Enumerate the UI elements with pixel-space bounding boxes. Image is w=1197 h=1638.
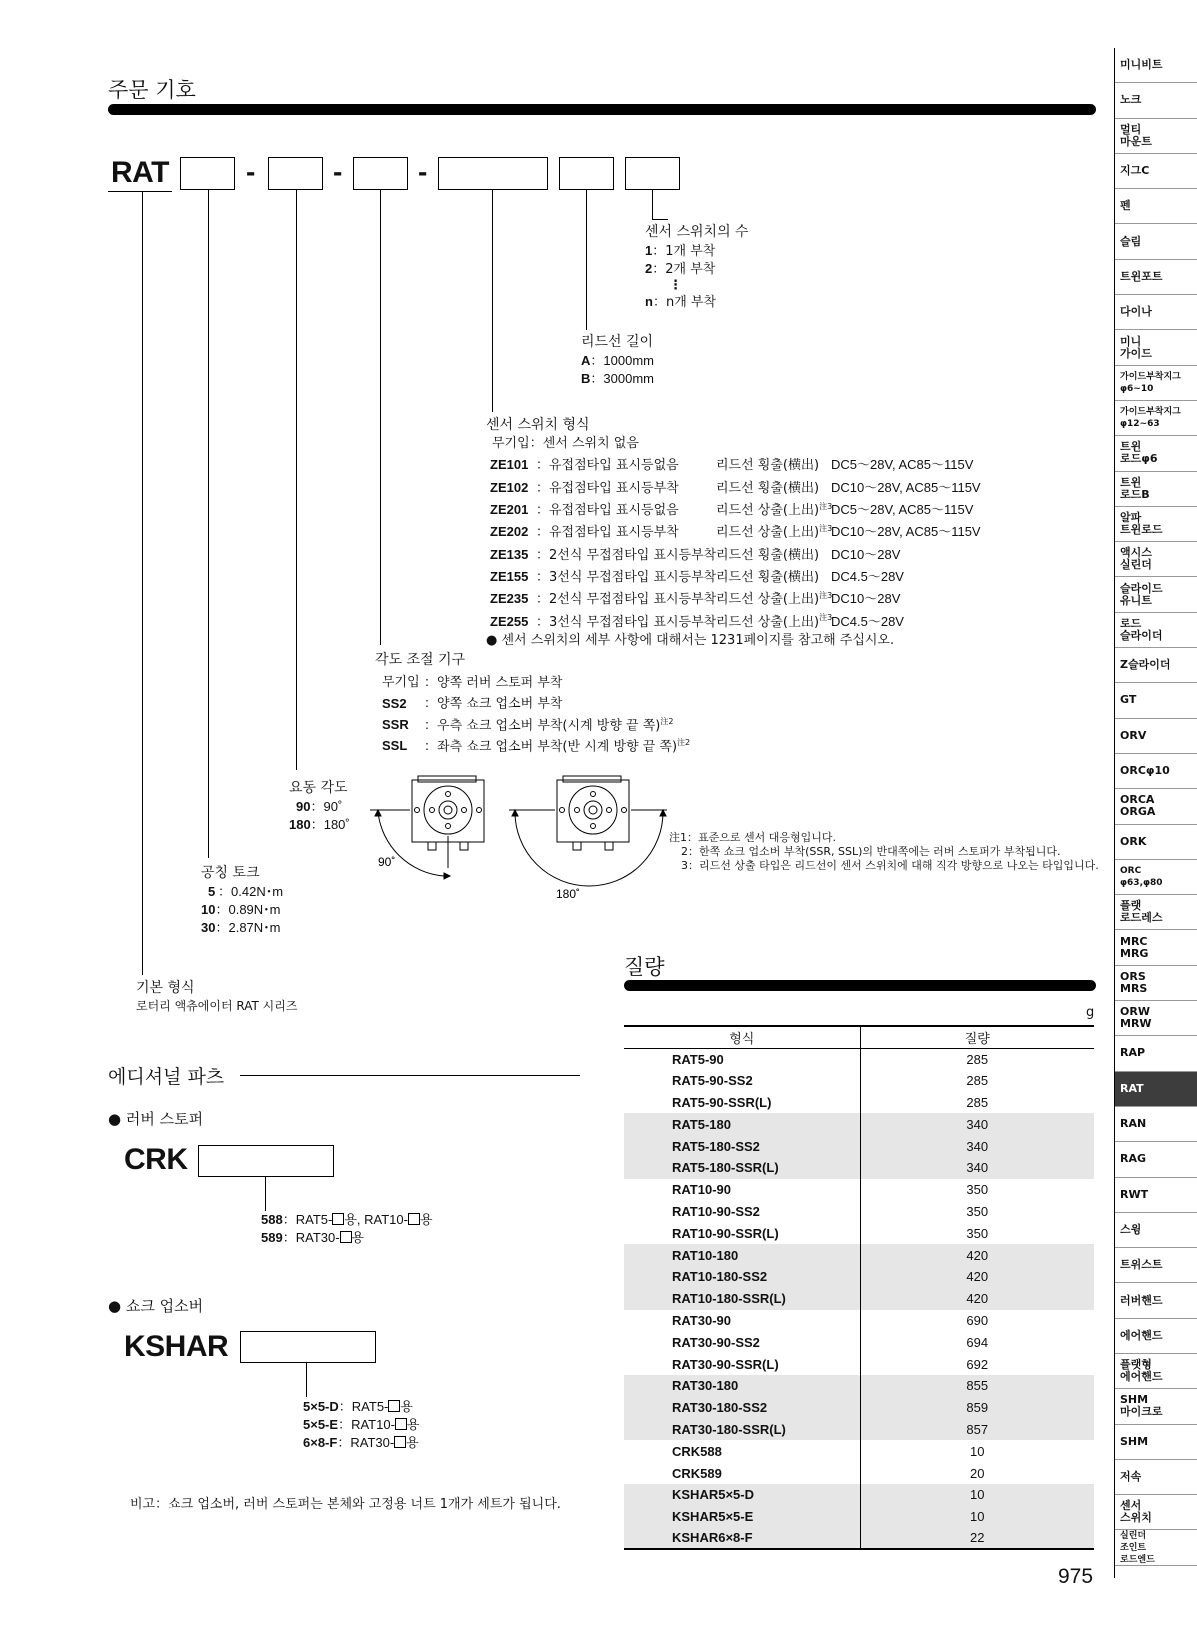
weight-model: RAT5-90 [624,1048,860,1070]
sensor-desc: ：유접점타입 표시등부착 [536,525,679,541]
sidebar-item-label: 슬라이드 유니트 [1120,581,1163,607]
sensor-count-block [645,223,749,311]
weight-table-row [624,1179,1094,1201]
sensor-type-row [490,587,981,609]
code-dash: - [333,156,343,187]
sensor-lead: 리드선 횡출(横出) [716,480,820,496]
weight-model: RAT30-90-SSR(L) [624,1353,860,1375]
sidebar-item[interactable] [1114,860,1197,895]
leader-line [652,190,653,219]
angle-adjust-item: 무기입 ：양쪽 러버 스토퍼 부착 [382,675,563,691]
weight-mass: 694 [966,1334,989,1350]
swing-angle-item: 180：180˚ [289,817,350,833]
sensor-lead: 리드선 횡출(横出) [716,569,820,585]
sensor-type-row [490,453,981,475]
sidebar-item[interactable] [1114,719,1197,754]
weight-model: RAT10-180 [624,1244,860,1266]
sensor-desc: ：유접점타입 표시등부착 [536,480,679,496]
sidebar-item[interactable] [1114,966,1197,1001]
blank-square [408,1213,420,1225]
leader-line [208,190,209,858]
weight-mass: 350 [966,1182,989,1198]
sensor-voltage: DC10～28V, AC85～115V [831,524,981,540]
weight-mass: 20 [970,1465,985,1481]
sidebar-item-label: 멀티 마운트 [1120,122,1152,148]
sensor-lead: 리드선 상출(上出)$^{注3}$ [716,501,833,518]
weight-model: CRK589 [624,1462,860,1484]
sensor-type-code-box [438,157,548,190]
lead-length-block [581,333,654,388]
sensor-desc: ：3선식 무접점타입 표시등부착 [536,569,717,585]
weight-table-row [624,1484,1094,1506]
sensor-code: ZE102 [490,479,529,495]
sensor-type-block [486,416,981,650]
sensor-code: ZE235 [490,591,529,607]
sidebar-item-label: 플랫형 에어핸드 [1120,1358,1163,1384]
sidebar-item[interactable] [1114,330,1197,365]
weight-model: RAT10-90-SS2 [624,1201,860,1223]
weight-model: RAT10-180-SSR(L) [624,1288,860,1310]
sidebar-item-label: 노크 [1120,93,1142,107]
page-number: 975 [1058,1565,1094,1588]
weight-col-mass: 질량 [860,1026,1094,1048]
weight-mass: 10 [860,1484,1094,1506]
leader-line [296,190,297,770]
sensor-type-row [490,475,981,497]
blank-square [394,1436,406,1448]
sensor-type-row [490,609,981,631]
weight-table-row [624,1310,1094,1332]
weight-table-row [624,1331,1094,1353]
weight-model: RAT5-90-SS2 [624,1070,860,1092]
rubber-code-box [198,1145,334,1177]
base-block [136,979,297,1015]
sensor-lead: 리드선 횡출(横出) [716,547,820,563]
sidebar-item[interactable] [1114,542,1197,577]
sidebar-item[interactable] [1114,366,1197,401]
sidebar-item[interactable] [1114,1036,1197,1071]
weight-model: RAT30-90-SS2 [624,1331,860,1353]
sidebar-item[interactable] [1114,1354,1197,1389]
sidebar-item[interactable] [1114,436,1197,471]
sidebar-item[interactable] [1114,1107,1197,1142]
weight-model: RAT10-180-SS2 [624,1266,860,1288]
sensor-code: ZE155 [490,568,529,584]
code-prefix: RAT [111,156,169,189]
angle-adjust-item: SSR ：우측 쇼크 업소버 부착(시계 방향 끝 쪽)$^{注2}$ [382,716,674,733]
sensor-voltage: DC10～28V [831,591,901,607]
sidebar-item-label: 트윈 로드φ6 [1120,440,1158,466]
sensor-voltage: DC5～28V, AC85～115V [831,457,974,473]
sidebar-item[interactable] [1114,472,1197,507]
sidebar-item-label: 센서 스위치 [1120,1499,1152,1525]
weight-mass: 692 [966,1356,989,1372]
sidebar-item[interactable] [1114,1248,1197,1283]
base-desc: 로터리 액츄에이터 RAT 시리즈 [136,999,298,1013]
sensor-count-item: 2：2개 부착 [645,261,716,277]
sensor-desc: ：2선식 무접점타입 표시등부착 [536,547,717,563]
rubber-code-prefix: CRK [124,1143,188,1176]
blank-square [395,1418,407,1430]
torque-code-box [180,157,235,190]
sidebar-item[interactable] [1114,48,1197,83]
sidebar-item-label: SHM [1120,1434,1149,1448]
adjust-code-box [353,157,408,190]
weight-mass: 10 [970,1443,985,1459]
lead-length-item: B：3000mm [581,371,654,387]
sensor-type-row [490,542,981,564]
sidebar-item[interactable] [1114,189,1197,224]
sensor-lead: 리드선 횡출(横出) [716,458,820,474]
shock-items [303,1398,419,1452]
sensor-code: ZE101 [490,457,529,473]
sensor-voltage: DC4.5～28V [831,613,904,629]
lead-length-item: A：1000mm [581,353,654,369]
angle-adjust-item: SS2 ：양쪽 쇼크 업소버 부착 [382,695,563,712]
weight-mass: 340 [860,1113,1094,1135]
leader-line [652,219,668,220]
weight-table-row [624,1157,1094,1179]
angle-adjust-title: 각도 조절 기구 [375,652,466,668]
weight-mass: 859 [860,1397,1094,1419]
sensor-count-item: n：n개 부착 [645,294,717,310]
leader-line [586,190,587,330]
sidebar-item-label: 미니비트 [1120,58,1163,72]
sidebar-item[interactable] [1114,224,1197,259]
sidebar-item-label: 액시스 실린더 [1120,546,1152,572]
sensor-code: ZE135 [490,546,529,562]
sensor-desc: ：유접점타입 표시등없음 [536,502,679,518]
weight-mass: 857 [860,1419,1094,1441]
angle-code-box [268,157,323,190]
sidebar-item[interactable] [1114,789,1197,824]
torque-item: 30：2.87N･m [201,920,281,936]
weight-mass: 420 [860,1244,1094,1266]
blank-square [340,1231,352,1243]
weight-model: RAT30-90 [624,1310,860,1332]
sidebar-item-label: SHM 마이크로 [1120,1393,1163,1419]
sidebar-item[interactable] [1114,613,1197,648]
sidebar-item-label: 트윈포트 [1120,269,1163,283]
weight-mass: 420 [860,1288,1094,1310]
weight-unit: g [1086,1005,1095,1020]
swing-angle-title: 요동 각도 [289,780,348,796]
weight-model: RAT5-180 [624,1113,860,1135]
sensor-code: ZE255 [490,613,529,629]
sidebar-item[interactable] [1114,1142,1197,1177]
note-item: 注1：표준으로 센서 대응형입니다. [669,831,836,844]
rubber-items [261,1211,433,1247]
sidebar-item-label: 펜 [1120,199,1131,213]
weight-model: RAT5-180-SS2 [624,1135,860,1157]
weight-table-row [624,1201,1094,1223]
weight-mass: 340 [860,1157,1094,1179]
sensor-type-row [490,565,981,587]
sensor-voltage: DC4.5～28V [831,568,904,584]
sidebar-item[interactable] [1114,295,1197,330]
fig-label-180: 180˚ [556,887,581,901]
sensor-type-none-row: 무기입：센서 스위치 없음 [492,436,639,451]
weight-model: RAT10-90-SSR(L) [624,1222,860,1244]
sensor-desc: ：2선식 무접점타입 표시등부착 [536,592,717,608]
sidebar-item-label: 가이드부착지그 φ6~10 [1120,371,1181,394]
sidebar-item[interactable] [1114,1319,1197,1354]
swing-angle-block [289,779,350,834]
leader-line [142,191,143,975]
sensor-count-item: 1：1개 부착 [645,243,716,259]
sidebar-item-label: 러버핸드 [1120,1293,1163,1307]
sidebar-item-label: ORV [1120,728,1147,742]
shock-item: 5×5-D：RAT5- 용 [303,1399,413,1415]
sidebar-item-label: 로드 슬라이더 [1120,616,1163,642]
weight-model: RAT5-180-SSR(L) [624,1157,860,1179]
sidebar-item[interactable] [1114,1213,1197,1248]
sidebar-item[interactable] [1114,401,1197,436]
rubber-stopper-title: ● 러버 스토퍼 [108,1110,204,1128]
sidebar-item-label: ORC φ63,φ80 [1120,865,1163,888]
sidebar-item-label: 미니 가이드 [1120,334,1152,360]
sidebar-item-label: RAT [1120,1081,1144,1095]
code-dash: - [246,156,256,187]
note-item: 2：한쪽 쇼크 업소버 부착(SSR, SSL)의 반대쪽에는 러버 스토퍼가 부착됩니다. [681,845,1061,858]
weight-table-row [624,1419,1094,1441]
sidebar-item-label: 트위스트 [1120,1258,1163,1272]
weight-table-row [624,1070,1094,1092]
weight-model: KSHAR5×5-D [624,1484,860,1506]
additional-remark: 비고：쇼크 업소버, 러버 스토퍼는 본체와 고정용 너트 1개가 세트가 됩니다. [130,1497,561,1512]
weight-mass: 340 [860,1135,1094,1157]
weight-table-row [624,1506,1094,1528]
sidebar-item[interactable] [1114,260,1197,295]
sensor-type-row [490,520,981,542]
shock-code-prefix: KSHAR [124,1330,229,1363]
weight-model: RAT5-90-SSR(L) [624,1092,860,1114]
sensor-voltage: DC10～28V [831,546,901,562]
weight-table-row [624,1462,1094,1484]
sidebar-item-label: 슬림 [1120,234,1142,248]
shock-item: 6×8-F：RAT30- 용 [303,1435,419,1451]
weight-section-title: 질량 [624,955,665,979]
sidebar-item[interactable] [1114,1425,1197,1460]
weight-table-row [624,1048,1094,1070]
weight-model: RAT10-90 [624,1179,860,1201]
torque-block [201,864,283,937]
sidebar-item-label: ORW MRW [1120,1005,1152,1031]
angle-adjust-block [375,651,690,755]
weight-mass: 420 [860,1266,1094,1288]
sensor-desc: ：3선식 무접점타입 표시등부착 [536,614,717,630]
weight-mass: 350 [966,1225,989,1241]
rubber-item: 589：RAT30- 용 [261,1230,365,1246]
lead-code-box [559,157,614,190]
shock-item: 5×5-E：RAT10- 용 [303,1417,420,1433]
sidebar-item[interactable] [1114,1389,1197,1424]
note-item: 3：리드선 상출 타입은 리드선이 센서 스위치에 대해 직각 방향으로 나오는 타입입니다. [681,859,1099,872]
sidebar-item[interactable] [1114,648,1197,683]
sidebar-item-label: GT [1120,693,1137,707]
swing-angle-figure [370,772,670,902]
sidebar-item[interactable] [1114,154,1197,189]
sensor-lead: 리드선 상출(上出)$^{注3}$ [716,590,833,608]
sidebar-item-label: 저속 [1120,1470,1142,1484]
sensor-lead: 리드선 상출(上出)$^{注3}$ [716,523,833,541]
code-underline [108,191,172,192]
rubber-item: 588：RAT5- 용, RAT10- 용 [261,1212,433,1228]
sidebar-item[interactable] [1114,1178,1197,1213]
sidebar-item-label: 알파 트윈로드 [1120,511,1163,536]
weight-mass: 10 [860,1506,1094,1528]
sidebar-item-label: 실린더 조인트 로드엔드 [1120,1530,1155,1565]
weight-table-row [624,1092,1094,1114]
sidebar-border [1114,48,1115,1578]
sidebar-item[interactable] [1114,754,1197,789]
weight-divider [624,980,1096,991]
sidebar-item[interactable] [1114,683,1197,718]
sidebar-item[interactable] [1114,1072,1197,1107]
sensor-voltage: DC5～28V, AC85～115V [831,501,974,517]
weight-mass: 285 [966,1094,989,1110]
weight-mass: 285 [966,1051,989,1067]
torque-item: 10：0.89N･m [201,902,281,918]
sidebar-item-label: RWT [1120,1187,1149,1201]
weight-model: RAT30-180-SSR(L) [624,1419,860,1441]
leader-line [492,190,493,412]
sidebar-item[interactable] [1114,1495,1197,1530]
weight-table [624,1025,1094,1550]
weight-table-row [624,1222,1094,1244]
weight-table-row [624,1244,1094,1266]
sidebar-item[interactable] [1114,1001,1197,1036]
additional-parts-title: 에디셔널 파츠 [108,1066,225,1088]
sidebar-item[interactable] [1114,1530,1197,1565]
sidebar-item-label: 트윈 로드B [1120,475,1150,501]
sidebar-item-label: 플랫 로드레스 [1120,899,1163,925]
weight-table-row [624,1113,1094,1135]
sidebar-item[interactable] [1114,930,1197,965]
weight-mass: 285 [966,1073,989,1089]
code-dash: - [418,156,428,187]
sidebar-item-label: 스윙 [1120,1222,1142,1236]
sidebar-item-label: ORS MRS [1120,969,1148,995]
sidebar-index [1114,48,1197,1566]
sensor-type-title: 센서 스위치 형식 [486,417,590,433]
lead-length-title: 리드선 길이 [581,334,654,350]
weight-mass: 350 [966,1203,989,1219]
sensor-count-title: 센서 스위치의 수 [645,224,749,240]
order-section-title: 주문 기호 [108,78,196,102]
shock-absorber-title: ● 쇼크 업소버 [108,1297,204,1315]
weight-model: RAT30-180 [624,1375,860,1397]
weight-col-model: 형식 [624,1026,860,1048]
sidebar-item-label: RAG [1120,1152,1147,1166]
sidebar-item-label: MRC MRG [1120,934,1149,960]
sidebar-item-label: ORCA ORGA [1120,793,1156,819]
sensor-lead: 리드선 상출(上出)$^{注3}$ [716,613,833,630]
weight-model: KSHAR5×5-E [624,1506,860,1528]
sensor-type-footnote: ● 센서 스위치의 세부 사항에 대해서는 1231페이지를 참고해 주십시오. [486,632,895,648]
leader-line [380,190,381,645]
sidebar-item-label: RAP [1120,1046,1146,1060]
sidebar-item[interactable] [1114,507,1197,542]
sidebar-item-label: RAN [1120,1117,1147,1131]
sensor-code: ZE202 [490,524,529,540]
sidebar-item-label: 지그C [1120,164,1150,178]
sidebar-item-label: 가이드부착지그 φ12~63 [1120,407,1181,430]
torque-title: 공칭 토크 [201,865,260,881]
weight-table-header [624,1026,1094,1048]
blank-square [332,1213,344,1225]
weight-table-row [624,1528,1094,1550]
weight-model: RAT30-180-SS2 [624,1397,860,1419]
notes-block [669,831,1099,873]
sidebar-item[interactable] [1114,895,1197,930]
sensor-type-row [490,498,981,520]
weight-table-row [624,1266,1094,1288]
section-divider [108,104,1096,115]
sidebar-item-label: ORK [1120,834,1147,848]
sensor-voltage: DC10～28V, AC85～115V [831,479,981,495]
sensor-desc: ：유접점타입 표시등없음 [536,458,679,474]
shock-code-box [240,1331,376,1363]
fig-label-90: 90˚ [378,855,396,869]
sidebar-item[interactable] [1114,1460,1197,1495]
sidebar-item[interactable] [1114,119,1197,154]
weight-table-row [624,1135,1094,1157]
weight-mass: 22 [860,1528,1094,1550]
sidebar-item-label: Z슬라이더 [1120,658,1171,672]
weight-table-row [624,1353,1094,1375]
weight-model: CRK588 [624,1440,860,1462]
sidebar-item[interactable] [1114,83,1197,118]
actuator-180-drawing [509,776,667,886]
base-title: 기본 형식 [136,980,195,996]
weight-table-row [624,1397,1094,1419]
count-code-box [625,157,680,190]
sidebar-item[interactable] [1114,825,1197,860]
swing-angle-item: 90：90˚ [296,799,343,815]
torque-item: 5 ：0.42N･m [208,884,284,900]
sidebar-item[interactable] [1114,577,1197,612]
sidebar-item-label: 에어핸드 [1120,1328,1163,1342]
weight-mass: 855 [860,1375,1094,1397]
sensor-count-ellipsis: ⋮ [669,278,682,293]
sensor-code: ZE201 [490,501,529,517]
additional-parts-rule [240,1075,580,1076]
angle-adjust-item: SSL ：좌측 쇼크 업소버 부착(반 시계 방향 끝 쪽)$^{注2}$ [382,737,691,755]
leader-line [306,1363,307,1397]
leader-line [265,1177,266,1211]
sidebar-item-label: ORCφ10 [1120,764,1170,778]
weight-model: KSHAR6×8-F [624,1528,860,1550]
sidebar-item[interactable] [1114,1283,1197,1318]
weight-table-row [624,1440,1094,1462]
weight-table-row [624,1375,1094,1397]
blank-square [388,1400,400,1412]
weight-mass: 690 [966,1312,989,1328]
sidebar-item-label: 다이나 [1120,305,1152,319]
weight-table-row [624,1288,1094,1310]
